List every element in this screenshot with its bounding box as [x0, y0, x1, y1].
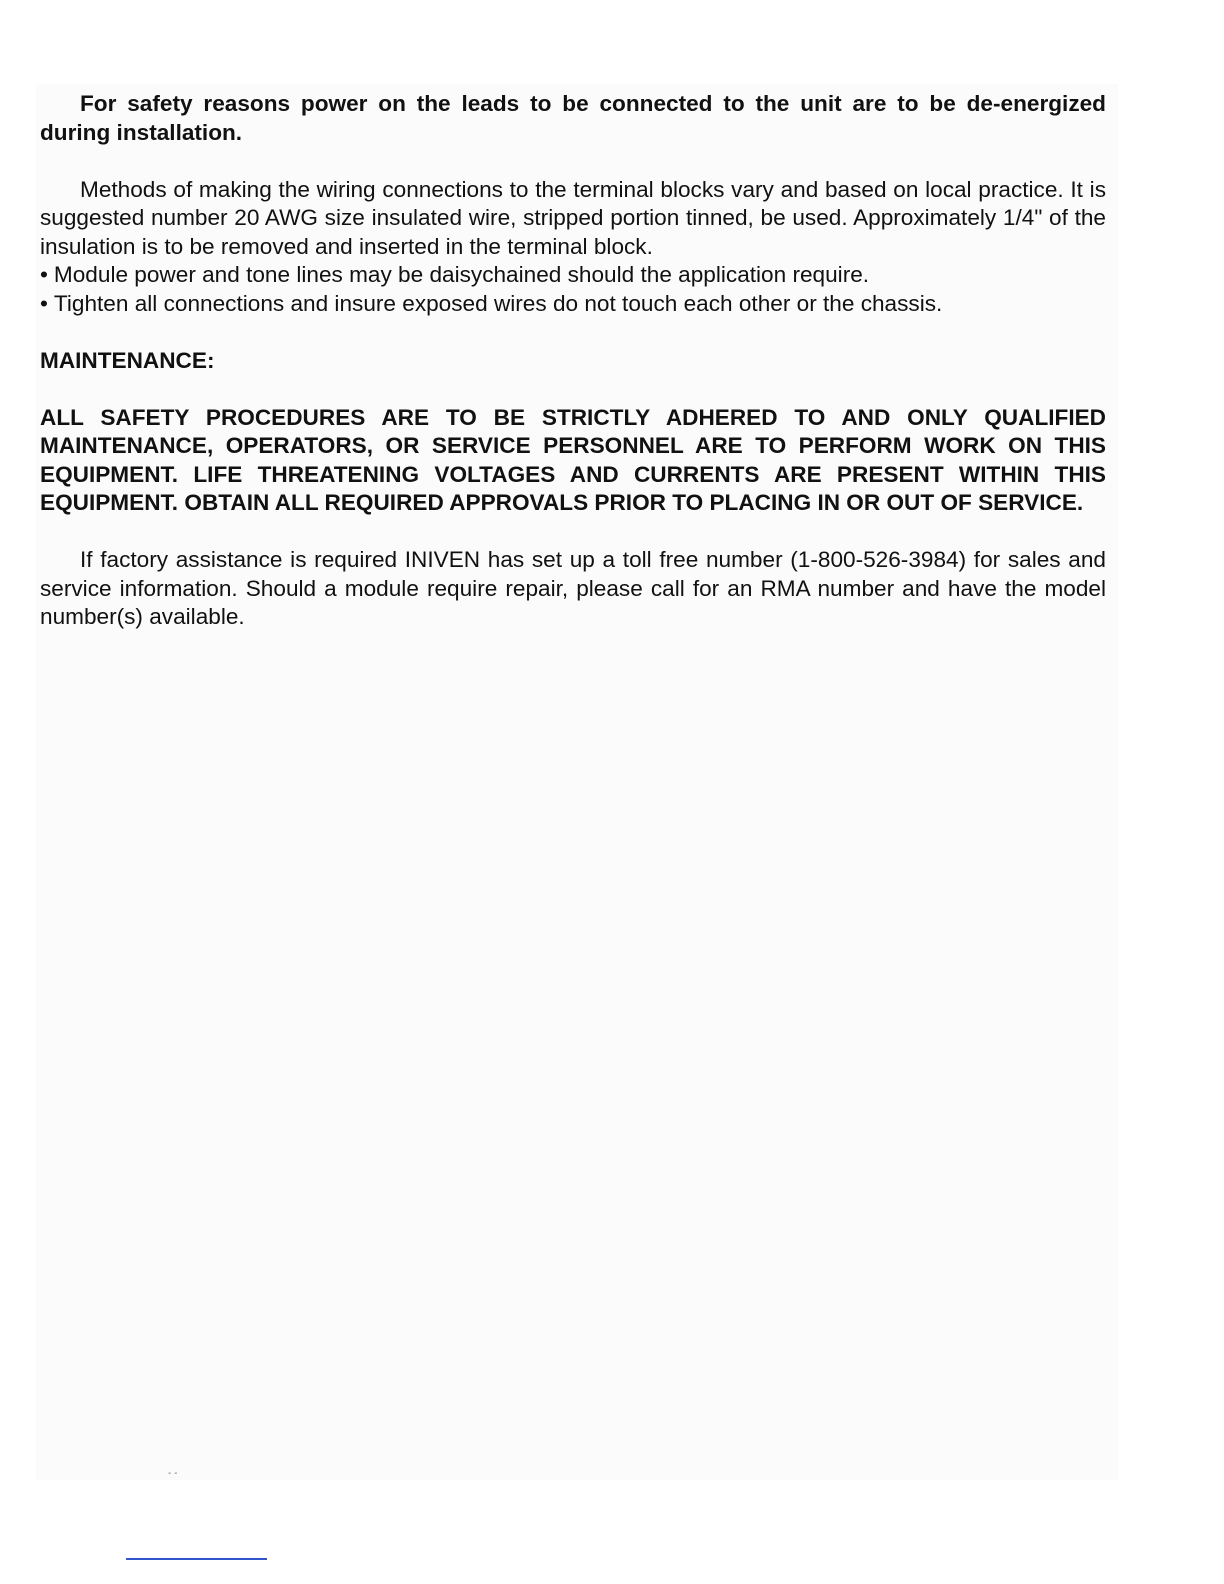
bullet-text: Tighten all connections and insure exposed wires do not touch each other or the chassis. — [53, 290, 943, 316]
scan-artifact-mark: - - — [168, 1468, 178, 1479]
wiring-paragraph: Methods of making the wiring connections to the terminal blocks vary and based on local practice. It is suggested number 20 AWG size insulated wire, stripped portion tinned, be used. Approximately 1/4" of the insulation is to be removed and inserted in the terminal block. — [40, 176, 1106, 259]
wiring-bullet-list — [40, 261, 1106, 318]
maintenance-heading: MAINTENANCE: — [40, 347, 215, 373]
document-body — [40, 90, 1106, 632]
list-item — [40, 261, 1106, 290]
bullet-icon: • — [40, 262, 48, 287]
list-item — [40, 290, 1106, 319]
safety-notice: For safety reasons power on the leads to be connected to the unit are to be de-energized during installation. — [40, 91, 1106, 145]
bullet-text: Module power and tone lines may be daisychained should the application require. — [53, 262, 870, 287]
bottom-rule — [126, 1558, 267, 1560]
maintenance-warning: ALL SAFETY PROCEDURES ARE TO BE STRICTLY ADHERED TO AND ONLY QUALIFIED MAINTENANCE, OPERATORS, OR SERVICE PERSONNEL ARE TO PERFORM WORK ON THIS EQUIPMENT. LIFE THREATENING VOLTAGES AND CURRENTS ARE PRESENT WITHIN THIS EQUIPMENT. OBTAIN ALL REQUIRED APPROVALS PRIOR TO PLACING IN OR OUT OF SERVICE. — [40, 404, 1106, 515]
assistance-paragraph: If factory assistance is required INIVEN has set up a toll free number (1-800-526-3984) for sales and service information. Should a module require repair, please call for an RMA number and have the model number(s) available. — [40, 547, 1106, 629]
bullet-icon: • — [40, 290, 48, 316]
